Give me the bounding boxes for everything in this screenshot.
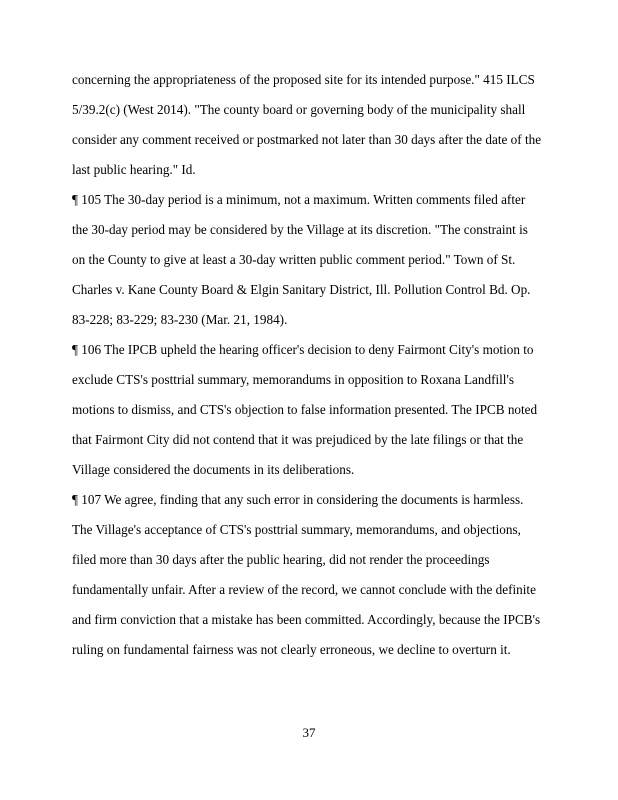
paragraph-107-start: ¶ 107 We agree, finding that any such error in considering the documents is harmless. (72, 492, 524, 507)
text-line: the 30-day period may be considered by the Village at its discretion. "The constraint is (72, 222, 528, 237)
text-line: 5/39.2(c) (West 2014). "The county board or governing body of the municipality shall (72, 102, 526, 117)
text-line: filed more than 30 days after the public hearing, did not render the proceedings (72, 552, 490, 567)
text-line: Charles v. Kane County Board & Elgin Sanitary District, Ill. Pollution Control Bd. Op. (72, 282, 531, 297)
page-number: 37 (302, 725, 316, 740)
text-line: fundamentally unfair. After a review of the record, we cannot conclude with the definite (72, 582, 536, 597)
text-line: Village considered the documents in its deliberations. (72, 462, 355, 477)
text-line: ruling on fundamental fairness was not clearly erroneous, we decline to overturn it. (72, 642, 511, 657)
paragraph-105-start: ¶ 105 The 30-day period is a minimum, not a maximum. Written comments filed after (72, 192, 526, 207)
text-line: concerning the appropriateness of the proposed site for its intended purpose." 415 ILCS (72, 72, 535, 87)
text-line: last public hearing." Id. (72, 162, 196, 177)
text-line: 83-228; 83-229; 83-230 (Mar. 21, 1984). (72, 312, 288, 327)
text-line: that Fairmont City did not contend that it was prejudiced by the late filings or that the (72, 432, 524, 447)
text-line: consider any comment received or postmarked not later than 30 days after the date of the (72, 132, 542, 147)
text-line: and firm conviction that a mistake has been committed. Accordingly, because the IPCB's (72, 612, 541, 627)
text-line: on the County to give at least a 30-day written public comment period." Town of St. (72, 252, 516, 267)
paragraph-106-start: ¶ 106 The IPCB upheld the hearing officer's decision to deny Fairmont City's motion to (72, 342, 534, 357)
text-line: The Village's acceptance of CTS's posttrial summary, memorandums, and objections, (72, 522, 521, 537)
text-line: exclude CTS's posttrial summary, memorandums in opposition to Roxana Landfill's (72, 372, 514, 387)
text-line: motions to dismiss, and CTS's objection to false information presented. The IPCB noted (72, 402, 538, 417)
